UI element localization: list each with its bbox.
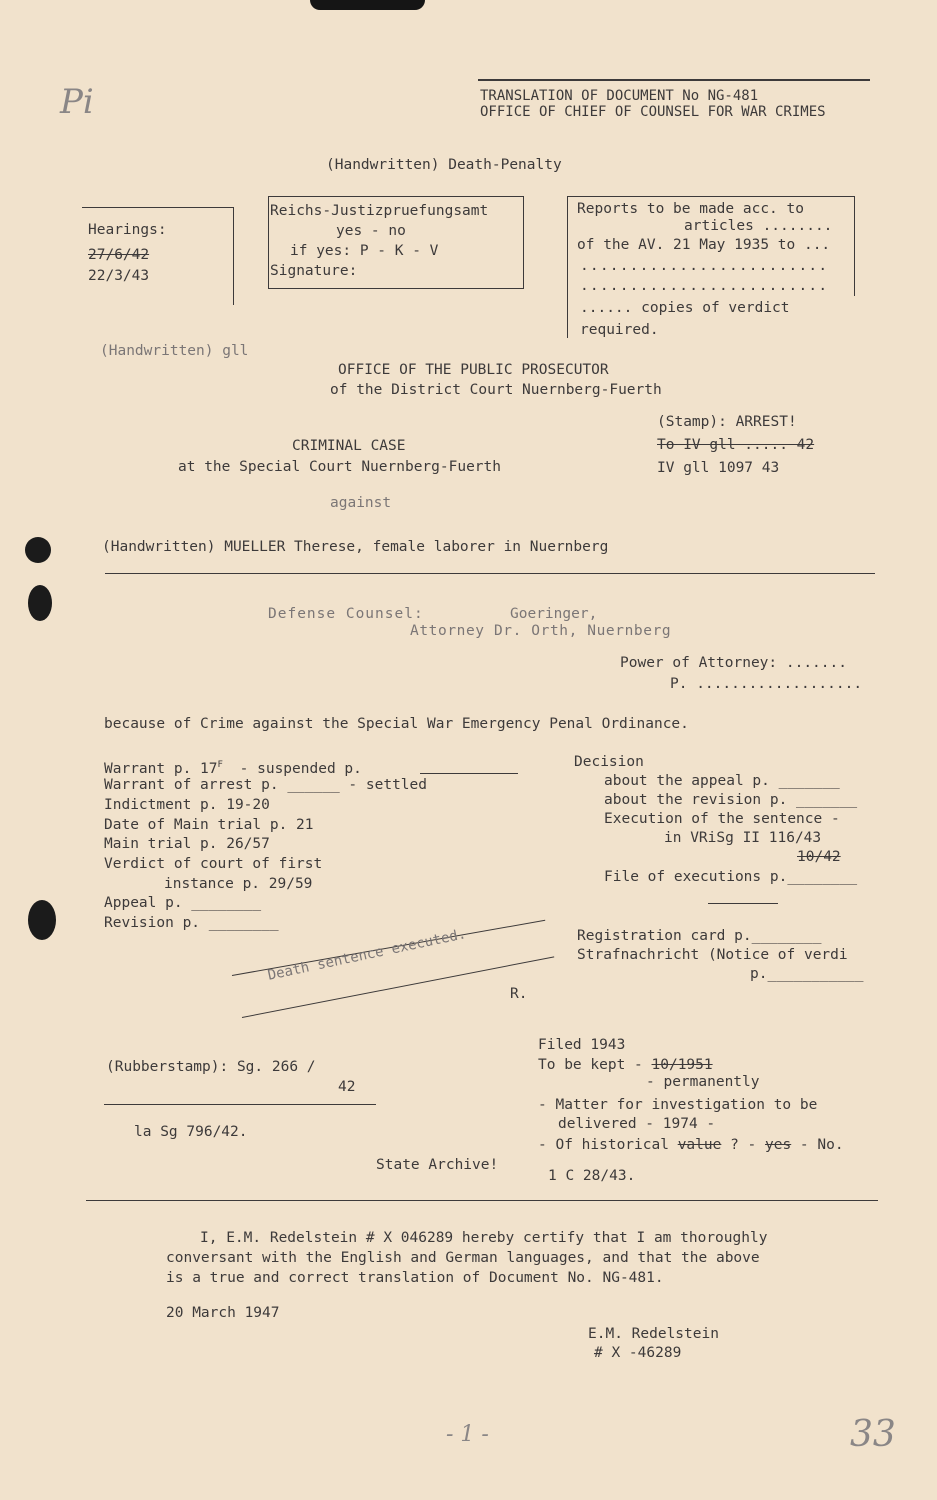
- certification-date: 20 March 1947: [166, 1305, 280, 1321]
- header-line2: OFFICE OF CHIEF OF COUNSEL FOR WAR CRIMES: [480, 104, 826, 120]
- registration-card: Registration card p.________: [577, 928, 822, 944]
- scan-top-mark: [310, 0, 425, 10]
- decision-file-executions: File of executions p.________: [604, 869, 858, 885]
- filed-line1: Filed 1943: [538, 1037, 626, 1053]
- historical-struck-yes: yes: [765, 1137, 792, 1153]
- reports-line4: .........................: [580, 258, 829, 274]
- divider-defendant: [105, 573, 875, 574]
- reich-line2: yes - no: [336, 223, 406, 239]
- rubberstamp-line1: (Rubberstamp): Sg. 266 /: [106, 1059, 316, 1075]
- rubberstamp-divider: [104, 1104, 376, 1105]
- verdict-line1: Verdict of court of first: [104, 856, 323, 872]
- warrant-suspended: - suspended p.: [239, 760, 362, 777]
- defendant-line: (Handwritten) MUELLER Therese, female laborer in Nuernberg: [102, 539, 609, 555]
- criminal-case-court: at the Special Court Nuernberg-Fuerth: [178, 459, 502, 475]
- reports-box-top: [567, 196, 855, 197]
- decision-vrisg-old: 10/42: [797, 849, 841, 865]
- strafnachricht: Strafnachricht (Notice of verdi: [577, 947, 848, 963]
- historical-label: - Of historical: [538, 1137, 678, 1153]
- filed-matter-investigation: - Matter for investigation to be: [538, 1097, 818, 1113]
- certification-line3: is a true and correct translation of Document No. NG-481.: [166, 1270, 664, 1286]
- margin-handwritten-mark: Pi: [60, 82, 94, 122]
- decision-divider: [708, 903, 778, 904]
- historical-no: - No.: [791, 1137, 844, 1153]
- certification-line2: conversant with the English and German languages, and that the above: [166, 1250, 760, 1266]
- punch-hole-2: [28, 585, 52, 621]
- hearings-date-2: 22/3/43: [88, 268, 150, 284]
- date-main-trial-line: Date of Main trial p. 21: [104, 817, 314, 833]
- la-sg-number: la Sg 796/42.: [134, 1124, 248, 1140]
- historical-question: ? -: [721, 1137, 765, 1153]
- reich-box-top: [268, 196, 524, 197]
- handwritten-death-penalty: (Handwritten) Death-Penalty: [326, 157, 562, 173]
- filed-line2: [538, 1057, 713, 1073]
- stamp-arrest-line3: IV gll 1097 43: [657, 460, 780, 476]
- hearings-label: Hearings:: [88, 222, 167, 238]
- page-number: - 1 -: [446, 1422, 489, 1447]
- revision-line: Revision p. ________: [104, 915, 279, 931]
- stamp-arrest-line1: (Stamp): ARREST!: [657, 414, 797, 430]
- indictment-line: Indictment p. 19-20: [104, 797, 270, 813]
- hearings-box-top: [82, 207, 234, 208]
- handwritten-gll: (Handwritten) gll: [100, 343, 249, 359]
- punch-hole-1: [25, 537, 51, 563]
- translator-signature-number: # X -46289: [594, 1345, 682, 1361]
- verdict-line2: instance p. 29/59: [164, 876, 313, 892]
- hearings-box-right: [233, 207, 234, 305]
- rubberstamp-line2: 42: [338, 1079, 356, 1095]
- reich-box-left: [268, 196, 269, 288]
- stamp-arrest-line2: To IV gll ..... 42: [657, 437, 815, 453]
- death-stamp-initial: R.: [510, 986, 528, 1002]
- strafnachricht-p: p.___________: [750, 966, 864, 982]
- reich-box-bottom: [268, 288, 524, 289]
- header-line1: TRANSLATION OF DOCUMENT No NG-481: [480, 88, 759, 104]
- decision-vrisg: in VRiSg II 116/43: [664, 830, 822, 846]
- death-sentence-executed-stamp: Death sentence executed.: [266, 926, 468, 984]
- to-be-kept: To be kept -: [538, 1057, 652, 1073]
- decision-title: Decision: [574, 754, 644, 770]
- reich-line3: if yes: P - K - V: [290, 243, 439, 259]
- warrant-blank: [420, 773, 518, 774]
- warrant-sup: F: [217, 760, 223, 770]
- power-of-attorney-p: P. ...................: [670, 676, 863, 692]
- reich-line4: Signature:: [270, 263, 358, 279]
- reports-box-left: [567, 196, 568, 338]
- main-trial-line: Main trial p. 26/57: [104, 836, 270, 852]
- because-of-crime: because of Crime against the Special War Emergency Penal Ordinance.: [104, 716, 689, 732]
- certification-line1: I, E.M. Redelstein # X 046289 hereby certify that I am thoroughly: [200, 1230, 768, 1246]
- hearings-date-1: 27/6/42: [88, 247, 150, 263]
- filed-reference: 1 C 28/43.: [548, 1168, 636, 1184]
- defense-counsel-name: Goeringer,: [510, 606, 598, 622]
- divider-certification: [86, 1200, 878, 1201]
- arrest-line: Warrant of arrest p. ______ - settled: [104, 777, 428, 793]
- state-archive: State Archive!: [376, 1157, 499, 1173]
- reports-line1: Reports to be made acc. to: [577, 201, 804, 217]
- power-of-attorney: Power of Attorney: .......: [620, 655, 847, 671]
- appeal-line: Appeal p. ________: [104, 895, 262, 911]
- filed-permanently: - permanently: [646, 1074, 760, 1090]
- reich-box-right: [523, 196, 524, 288]
- office-line2: of the District Court Nuernberg-Fuerth: [330, 382, 662, 398]
- to-be-kept-struck: 10/1951: [651, 1057, 713, 1073]
- corner-handwritten-number: 33: [850, 1414, 896, 1455]
- reich-line1: Reichs-Justizpruefungsamt: [270, 203, 489, 219]
- decision-revision: about the revision p. _______: [604, 792, 858, 808]
- filed-delivered: delivered - 1974 -: [558, 1116, 716, 1132]
- reports-box-right: [854, 196, 855, 296]
- filed-historical: [538, 1137, 844, 1153]
- translator-signature-name: E.M. Redelstein: [588, 1326, 719, 1342]
- reports-line2: articles ........: [684, 218, 833, 234]
- header-rule: [478, 79, 870, 81]
- criminal-case-against: against: [330, 495, 392, 511]
- reports-line5: .........................: [580, 278, 829, 294]
- criminal-case-title: CRIMINAL CASE: [292, 438, 406, 454]
- reports-line6: ...... copies of verdict: [580, 300, 790, 316]
- decision-execution: Execution of the sentence -: [604, 811, 840, 827]
- defense-counsel-label: Defense Counsel:: [268, 606, 424, 622]
- historical-struck-value: value: [677, 1137, 722, 1153]
- reports-line3: of the AV. 21 May 1935 to ...: [577, 237, 831, 253]
- defense-attorney: Attorney Dr. Orth, Nuernberg: [410, 623, 672, 639]
- reports-line7: required.: [580, 322, 659, 338]
- decision-appeal: about the appeal p. _______: [604, 773, 840, 789]
- warrant-text: Warrant p. 17: [104, 760, 218, 777]
- office-line1: OFFICE OF THE PUBLIC PROSECUTOR: [338, 362, 609, 378]
- punch-hole-3: [28, 900, 56, 940]
- warrant-line: [104, 760, 362, 777]
